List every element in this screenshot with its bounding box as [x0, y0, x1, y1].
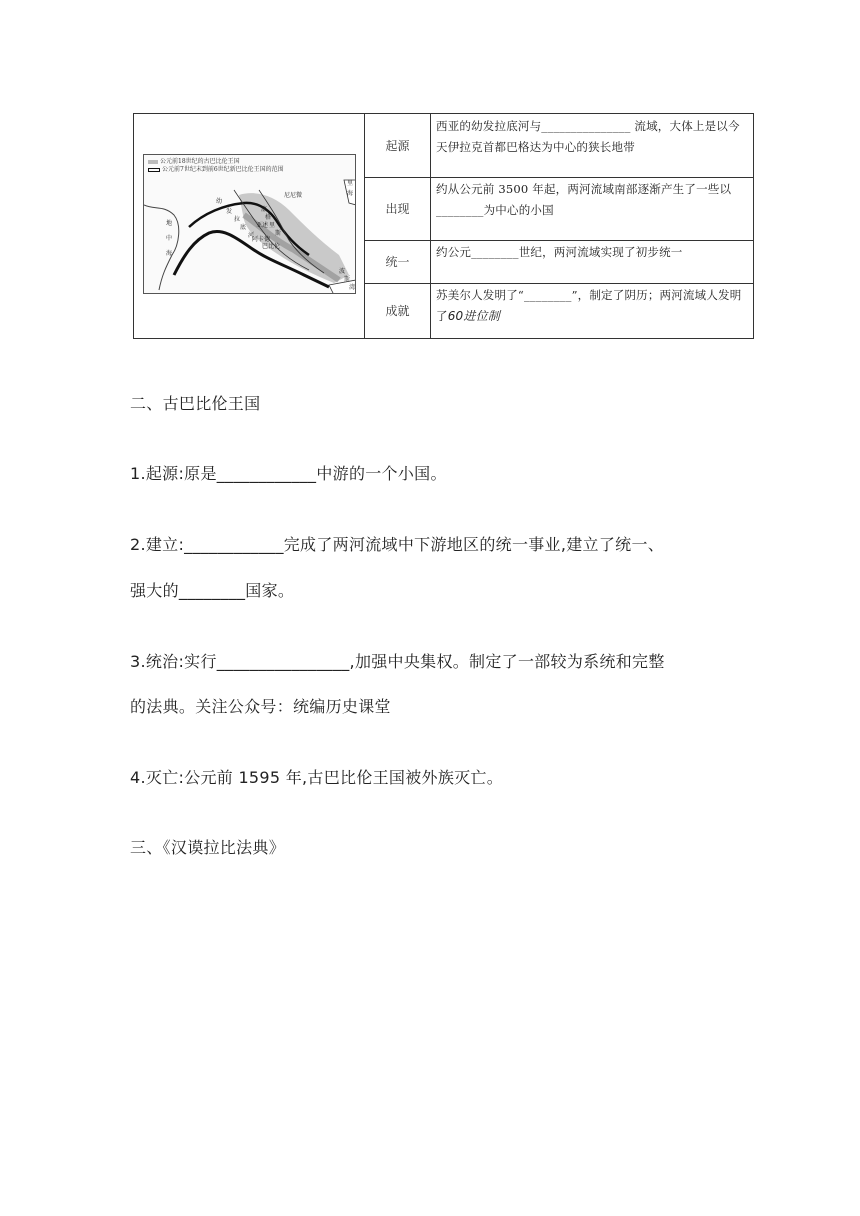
map-place-label: 拉	[234, 216, 241, 223]
row-label-achievement: 成就	[365, 283, 431, 338]
map-place-label: 底	[240, 224, 247, 231]
item-rule-line1: 3.统治:实行________________,加强中央集权。制定了一部较为系统和完整	[130, 652, 665, 671]
row-label-unification: 统一	[365, 240, 431, 283]
map-place-label: 河	[248, 232, 255, 239]
map-place-label: 幼	[216, 198, 223, 205]
map-place-label: 海	[347, 190, 354, 197]
map-place-label: 发	[226, 208, 233, 215]
achievement-text: 苏美尔人发明了“________”，制定了阴历；两河流域人发明了	[436, 288, 742, 323]
legend-label-2: 公元前7世纪末到前6世纪新巴比伦王国的范围	[162, 166, 284, 173]
map-place-label: 湾	[349, 284, 356, 291]
map-place-label: 里	[347, 180, 354, 187]
map-place-label: 里	[269, 222, 276, 229]
legend-swatch-shaded	[148, 160, 158, 164]
map-image	[143, 154, 356, 294]
row-content-achievement	[431, 283, 753, 338]
legend-label-1: 公元前18世纪的古巴比伦王国	[160, 158, 240, 165]
map-place-label: 地	[166, 220, 173, 227]
map-place-label: 斯	[275, 230, 282, 237]
map-place-label: 底	[261, 206, 268, 213]
map-place-label: 斯	[344, 276, 351, 283]
map-place-label: 格	[265, 214, 272, 221]
row-content-emergence: 约从公元前 3500 年起，两河流域南部逐渐产生了一些以________为中心的小国	[436, 182, 732, 217]
section-heading-2: 二、古巴比伦王国	[130, 394, 261, 413]
item-fall: 4.灭亡:公元前 1595 年,古巴比伦王国被外族灭亡。	[130, 768, 504, 787]
map-place-label: 波	[339, 268, 346, 275]
map-place-label: 亚述	[256, 222, 269, 229]
mesopotamia-map	[144, 155, 356, 294]
history-table	[133, 113, 754, 339]
item-rule-line2: 的法典。关注公众号：统编历史课堂	[130, 697, 391, 716]
map-legend	[148, 158, 284, 174]
item-establishment-line2: 强大的________国家。	[130, 581, 295, 600]
row-label-emergence: 出现	[365, 177, 431, 240]
legend-swatch-outline	[148, 168, 160, 172]
item-establishment-line1: 2.建立:____________完成了两河流域中下游地区的统一事业,建立了统一、	[130, 535, 665, 554]
row-label-origin: 起源	[365, 114, 431, 177]
row-content-origin: 西亚的幼发拉底河与_______________ 流域，大体上是以今天伊拉克首都巴格达为中心的狭长地带	[436, 119, 740, 154]
map-place-label: 海	[166, 250, 173, 257]
item-origin: 1.起源:原是____________中游的一个小国。	[130, 464, 447, 483]
map-cell	[134, 114, 365, 338]
handwritten-answer: 60进位制	[447, 309, 500, 323]
section-heading-3: 三、《汉谟拉比法典》	[130, 838, 286, 857]
map-place-label: 阿卡德	[252, 236, 271, 243]
map-place-label: 中	[166, 235, 173, 242]
row-content-unification: 约公元________世纪，两河流域实现了初步统一	[436, 245, 683, 259]
map-place-label: 巴比伦	[262, 243, 281, 250]
map-place-label: 尼尼微	[284, 192, 303, 199]
